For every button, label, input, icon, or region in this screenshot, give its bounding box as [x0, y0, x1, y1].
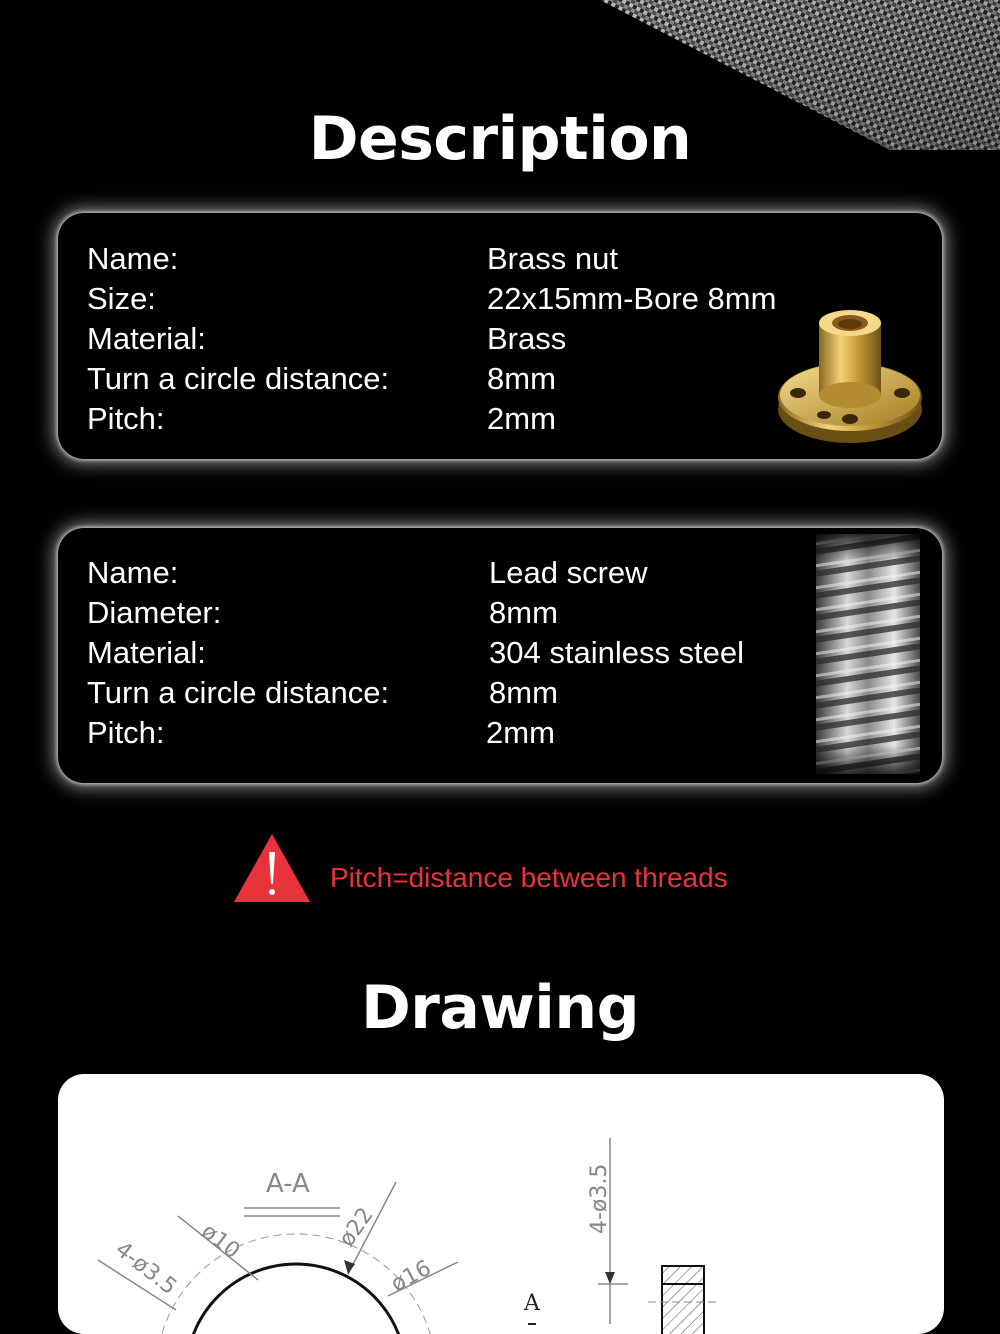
- spec-label: Size:: [87, 281, 156, 316]
- drawing-title: Drawing: [360, 973, 640, 1043]
- spec-value: 22x15mm-Bore 8mm: [487, 281, 777, 316]
- spec-value: 304 stainless steel: [489, 635, 745, 670]
- pitch-note-text: Pitch=distance between threads: [330, 862, 728, 893]
- diameter-22-label: ø22: [334, 1203, 379, 1252]
- spec-label: Name:: [87, 241, 179, 276]
- spec-value: Brass: [487, 321, 567, 356]
- spec-label: Pitch:: [87, 715, 165, 750]
- diameter-16-label: ø16: [387, 1255, 436, 1298]
- spec-value: 8mm: [489, 675, 558, 710]
- pitch-note: [232, 832, 728, 904]
- section-label: A-A: [266, 1169, 310, 1199]
- spec-label: Material:: [87, 321, 206, 356]
- spec-value: 8mm: [489, 595, 558, 630]
- brass-nut-image: [776, 305, 926, 445]
- brass-nut-spec-card: [58, 213, 942, 459]
- lead-screw-image: [814, 534, 922, 774]
- spec-label: Turn a circle distance:: [87, 675, 390, 710]
- section-marker-label: A: [524, 1291, 540, 1316]
- diameter-10-label: ø10: [196, 1219, 245, 1265]
- spec-label: Material:: [87, 635, 206, 670]
- holes-label: 4-ø3.5: [110, 1237, 182, 1301]
- spec-value: 8mm: [487, 361, 556, 396]
- holes-side-label: 4-ø3.5: [587, 1163, 612, 1234]
- spec-value: 2mm: [486, 715, 555, 750]
- spec-value: Brass nut: [487, 241, 618, 276]
- lead-screw-spec-card: [58, 528, 942, 783]
- spec-value: Lead screw: [489, 555, 648, 590]
- spec-label: Turn a circle distance:: [87, 361, 390, 396]
- spec-label: Pitch:: [87, 401, 165, 436]
- spec-label: Name:: [87, 555, 179, 590]
- warning-icon: [232, 832, 312, 904]
- technical-drawing: [58, 1074, 944, 1334]
- spec-label: Diameter:: [87, 595, 222, 630]
- spec-value: 2mm: [487, 401, 556, 436]
- description-title: Description: [308, 104, 692, 174]
